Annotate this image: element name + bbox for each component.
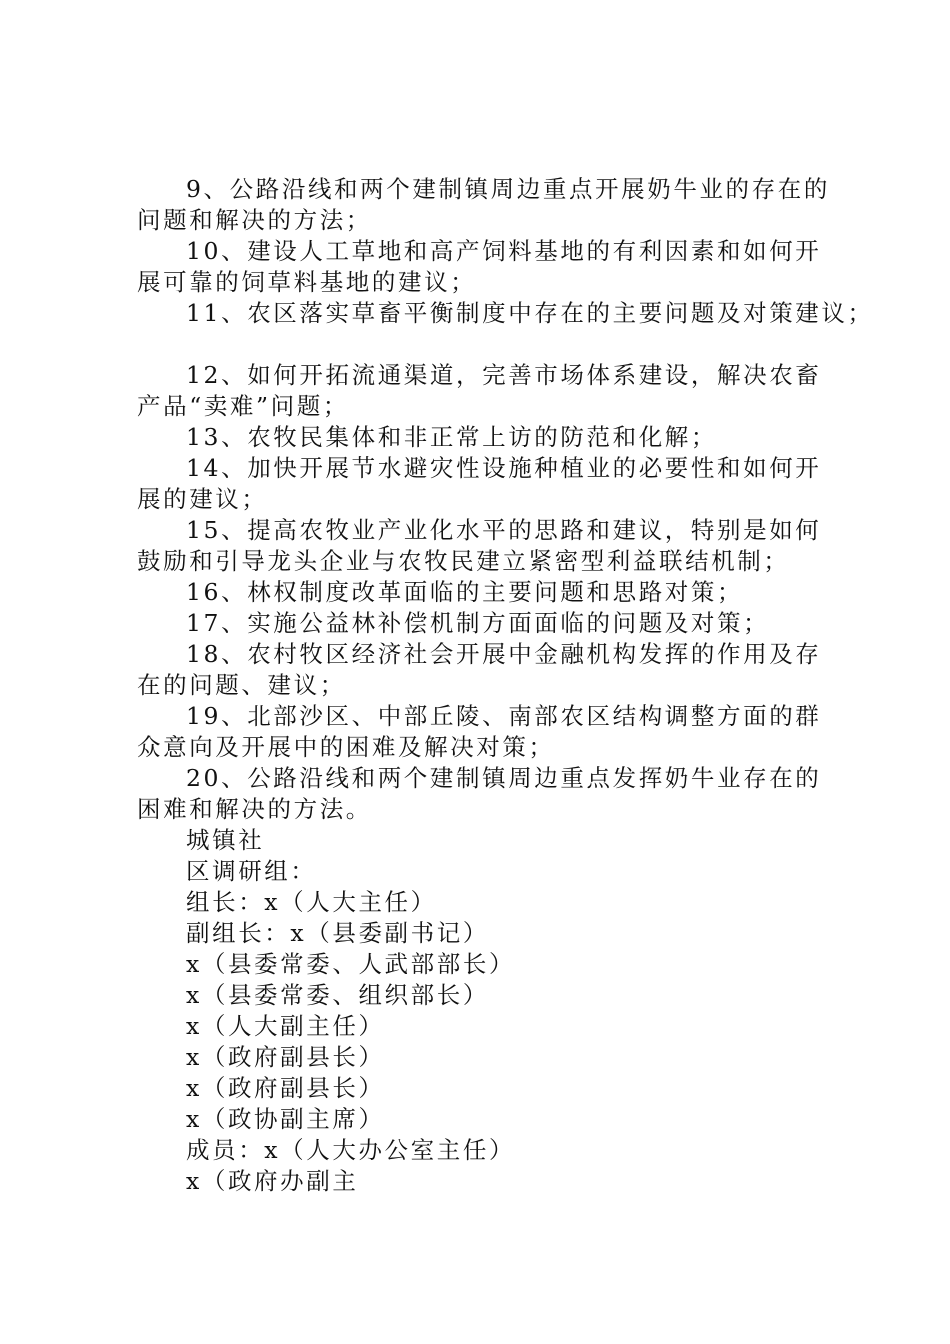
group-deputy: x（政府副县长） xyxy=(186,1074,385,1102)
list-item: 13、农牧民集体和非正常上访的防范和化解； xyxy=(186,423,718,451)
group-deputy: x（人大副主任） xyxy=(186,1012,385,1040)
group-deputy: x（政协副主席） xyxy=(186,1105,385,1133)
group-member: x（政府办副主 xyxy=(186,1167,359,1195)
group-deputy: x（政府副县长） xyxy=(186,1043,385,1071)
list-item: 18、农村牧区经济社会开展中金融机构发挥的作用及存在的问题、建议； xyxy=(137,640,822,699)
blank-line xyxy=(137,329,837,360)
group-deputy: x（县委常委、人武部部长） xyxy=(186,950,516,978)
group-deputy-leader: 副组长：x（县委副书记） xyxy=(186,919,489,947)
list-item: 10、建设人工草地和高产饲料基地的有利因素和如何开展可靠的饲草料基地的建议； xyxy=(137,237,822,296)
list-item: 15、提高农牧业产业化水平的思路和建议，特别是如何鼓励和引导龙头企业与农牧民建立紧密型利益联结机制； xyxy=(137,516,822,575)
list-item: 12、如何开拓流通渠道，完善市场体系建设，解决农畜产品“卖难”问题； xyxy=(137,361,822,420)
list-item: 17、实施公益林补偿机制方面面临的问题及对策； xyxy=(186,609,770,637)
document-body xyxy=(137,174,874,1197)
list-item: 9、公路沿线和两个建制镇周边重点开展奶牛业的存在的问题和解决的方法； xyxy=(137,175,830,234)
group-member: 成员：x（人大办公室主任） xyxy=(186,1136,516,1164)
list-item: 19、北部沙区、中部丘陵、南部农区结构调整方面的群众意向及开展中的困难及解决对策； xyxy=(137,702,822,761)
list-item: 14、加快开展节水避灾性设施种植业的必要性和如何开展的建议； xyxy=(137,454,822,513)
list-item: 20、公路沿线和两个建制镇周边重点发挥奶牛业存在的困难和解决的方法。 xyxy=(137,764,822,823)
group-leader: 组长：x（人大主任） xyxy=(186,888,437,916)
list-item: 11、农区落实草畜平衡制度中存在的主要问题及对策建议； xyxy=(186,299,874,327)
group-heading-line2: 区调研组： xyxy=(186,857,317,885)
list-item: 16、林权制度改革面临的主要问题和思路对策； xyxy=(186,578,744,606)
group-deputy: x（县委常委、组织部长） xyxy=(186,981,489,1009)
group-heading-line1: 城镇社 xyxy=(186,826,265,854)
